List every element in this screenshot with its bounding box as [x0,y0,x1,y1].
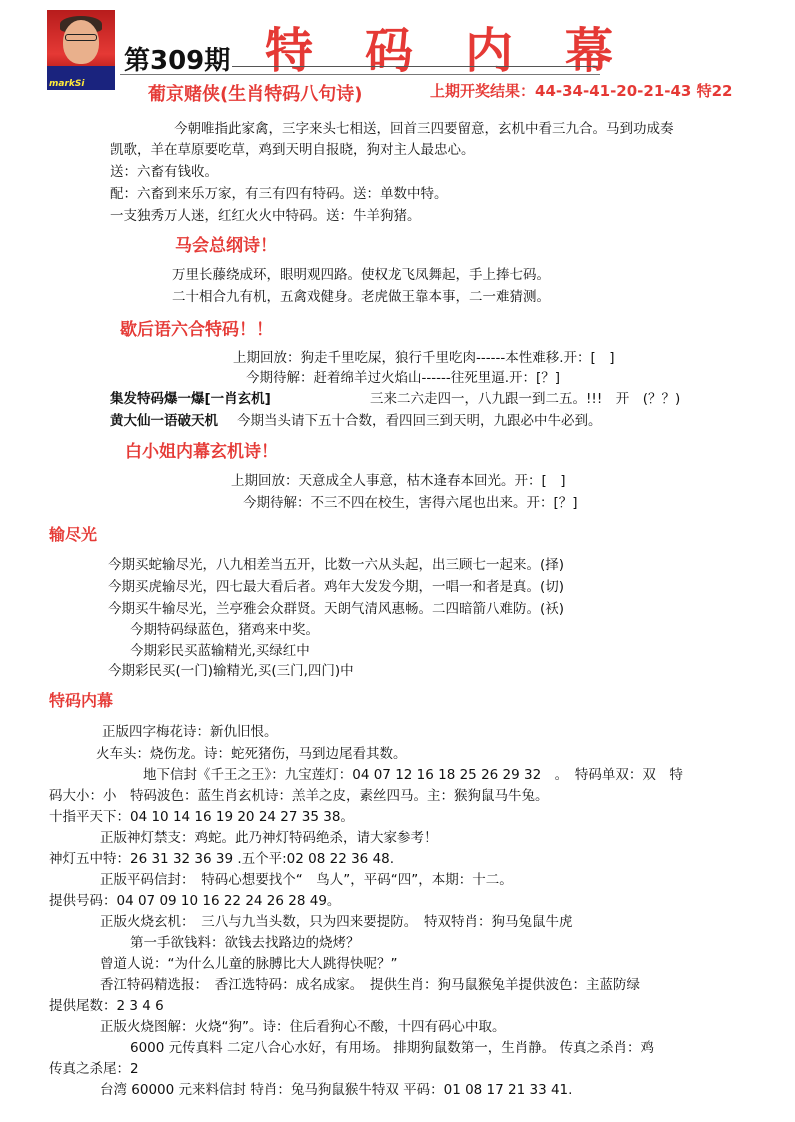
riddle-line: 三来二六走四一，八九跟一到二五。!!! 开 (？？) [370,391,681,407]
replay-line: 上期回放：狗走千里吃屎，狼行千里吃肉------本性难移.开：[ ] [233,350,615,366]
info-line: 地下信封《千王之王》：九宝莲灯：04 07 12 16 18 25 26 29 32 。 特码单双：双 特 [143,767,683,783]
pending-line: 今期待解：不三不四在校生，害得六尾也出来。开：[？] [243,495,578,511]
issue-number: 第309期 [124,46,231,76]
bold-label: 集发特码爆一爆[一肖玄机] [110,391,271,407]
info-line: 第一手欲钱料：欲钱去找路边的烧烤？ [130,935,360,951]
poem-line: 二十相合九有机，五禽戏健身。老虎做王靠本事，二一难猜测。 [172,289,550,305]
info-line: 台湾 60000 元来料信封 特肖：兔马狗鼠猴牛特双 平码：01 08 17 21 33 41. [100,1082,573,1098]
section-heading: 特码内幕 [49,691,114,710]
poem-line: 送：六畜有钱收。 [110,164,218,180]
info-line: 传真之杀尾：2 [49,1061,139,1077]
section-heading: 歇后语六合特码！！ [120,320,273,340]
section-heading: 输尽光 [49,525,98,544]
prediction-line: 今期特码绿蓝色，猪鸡来中奖。 [130,622,319,638]
info-line: 码大小：小 特码波色：蓝生肖玄机诗：羔羊之皮，素丝四马。主：猴狗鼠马牛兔。 [49,788,549,804]
pending-line: 今期待解：赶着绵羊过火焰山------往死里逼.开：[？] [246,370,561,386]
info-line: 6000 元传真料 二定八合心水好，有用场。 排期狗鼠数第一，生肖静。 传真之杀肖：鸡 [130,1040,655,1056]
info-line: 火车头：烧伤龙。诗：蛇死猪伤，马到边尾看其数。 [96,746,407,762]
author-photo [47,10,115,90]
info-line: 正版平码信封： 特码心想要找个“ 鸟人”，平码“四”，本期：十二。 [100,872,513,888]
face-shape [63,20,99,64]
section-heading: 马会总纲诗！ [175,236,277,256]
info-line: 神灯五中特：26 31 32 36 39 .五个平:02 08 22 36 48. [49,851,395,867]
header-divider [120,74,600,75]
prediction-line: 今期买蛇输尽光，八九相差当五开，比数一六从头起，出三顾七一起来。(择) [108,557,565,573]
bold-label: 黄大仙一语破天机 [110,413,218,429]
prediction-line: 今期买牛输尽光，兰亭雅会众群贤。天朗气清风惠畅。二四暗箭八难防。(袄) [108,601,565,617]
prediction-line: 今期彩民买蓝输精光,买绿红中 [130,643,310,659]
poem-line: 配：六畜到来乐万家，有三有四有特码。送：单数中特。 [110,186,448,202]
info-line: 提供号码：04 07 09 10 16 22 24 26 28 49。 [49,893,341,909]
poem-line: 凯歌，羊在草原要吃草，鸡到天明自报晓，狗对主人最忠心。 [110,142,475,158]
info-line: 十指平天下：04 10 14 16 19 20 24 27 35 38。 [49,809,354,825]
poem-line: 今朝唯指此家禽，三字来头七相送，回首三四要留意，玄机中看三九合。马到功成奏 [174,121,674,137]
poem-line: 万里长藤绕成环，眼明观四路。使权龙飞凤舞起，手上捧七码。 [172,267,550,283]
last-result: 上期开奖结果：44-34-41-20-21-43 特22 [430,82,733,100]
page-subtitle: 葡京赌侠(生肖特码八句诗) [148,84,363,105]
riddle-line: 今期当头请下五十合数，看四回三到天明，九跟必中牛必到。 [237,413,602,429]
poem-line: 一支独秀万人迷，红红火火中特码。送：牛羊狗猪。 [110,208,421,224]
info-line: 香江特码精选报： 香江选特码：成名成家。 提供生肖：狗马鼠猴兔羊提供波色：主蓝防绿 [100,977,640,993]
info-line: 提供尾数：2 3 4 6 [49,998,164,1014]
info-line: 正版四字梅花诗：新仇旧恨。 [102,724,278,740]
info-line: 正版火烧图解：火烧“狗”。诗：住后看狗心不酸，十四有码心中取。 [100,1019,506,1035]
photo-watermark: markSi [49,79,85,89]
replay-line: 上期回放：天意成全人事意，枯木逢春本回光。开：[ ] [231,473,566,489]
page-title: 特码内幕 [265,23,666,79]
prediction-line: 今期买虎输尽光，四七最大看后者。鸡年大发发今期，一唱一和者是真。(切) [108,579,565,595]
prediction-line: 今期彩民买(一门)输精光,买(三门,四门)中 [108,663,354,679]
info-line: 正版神灯禁支：鸡蛇。此乃神灯特码绝杀，请大家参考！ [100,830,438,846]
info-line: 正版火烧玄机： 三八与九当头数，只为四来要提防。 特双特肖：狗马兔鼠牛虎 [100,914,573,930]
title-underline [232,66,597,67]
info-line: 曾道人说：“为什么儿童的脉膊比大人跳得快呢？” [100,956,398,972]
section-heading: 白小姐内幕玄机诗！ [125,442,278,462]
glasses-icon [65,34,97,41]
